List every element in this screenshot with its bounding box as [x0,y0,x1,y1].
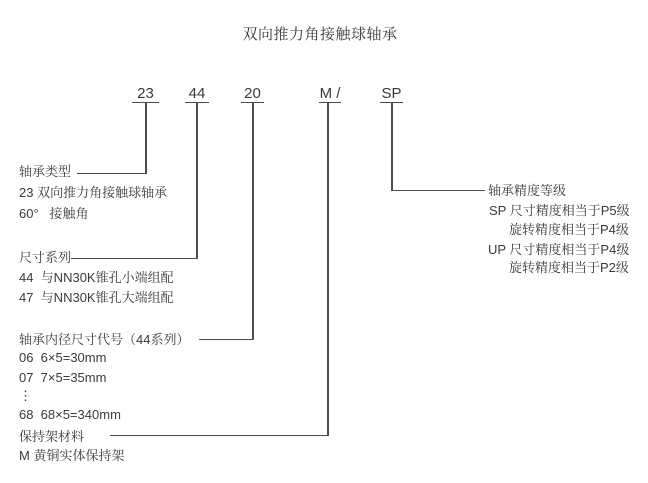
bearing-type-label: 轴承类型 [19,164,72,179]
bore-diameter-item: 07 7×5=35mm [19,370,107,385]
code-segment-m: M / [319,85,341,102]
bore-diameter-label: 轴承内径尺寸代号（44系列） [19,332,190,347]
size-series-item: 47 与NN30K锥孔大端组配 [19,290,174,305]
bearing-type-item: 60° 接触角 [19,206,89,221]
connector-m-hline [110,435,329,437]
connector-20-vline [252,102,254,340]
bore-diameter-item: 68 68×5=340mm [19,407,121,422]
precision-grade-item: SP 尺寸精度相当于P5级 [489,203,630,218]
connector-44-vline [196,102,198,259]
connector-20-hline [199,339,254,341]
connector-23-vline [145,102,147,174]
code-segment-23: 23 [132,85,159,103]
precision-grade-item: 旋转精度相当于P4级 [509,222,629,237]
connector-sp-vline [391,102,393,191]
cage-material-label: 保持架材料 [19,429,85,444]
connector-23-hline [77,173,147,175]
precision-grade-item: UP 尺寸精度相当于P4级 [488,242,630,257]
connector-m-vline [327,102,329,436]
connector-44-hline [71,258,198,260]
code-segment-44: 44 [185,85,209,103]
vertical-ellipsis: ⋮ [19,388,32,403]
size-series-item: 44 与NN30K锥孔小端组配 [19,270,174,285]
code-segment-sp: SP [381,85,402,102]
precision-grade-item: 旋转精度相当于P2级 [509,260,629,275]
size-series-label: 尺寸系列 [19,250,72,265]
page-title: 双向推力角接触球轴承 [242,26,398,43]
cage-material-item: M 黄铜实体保持架 [19,448,125,463]
connector-sp-hline [391,190,485,192]
precision-grade-label: 轴承精度等级 [488,183,567,198]
code-segment-20: 20 [241,85,264,103]
bore-diameter-item: 06 6×5=30mm [19,350,107,365]
bearing-type-item: 23 双向推力角接触球轴承 [19,185,168,200]
